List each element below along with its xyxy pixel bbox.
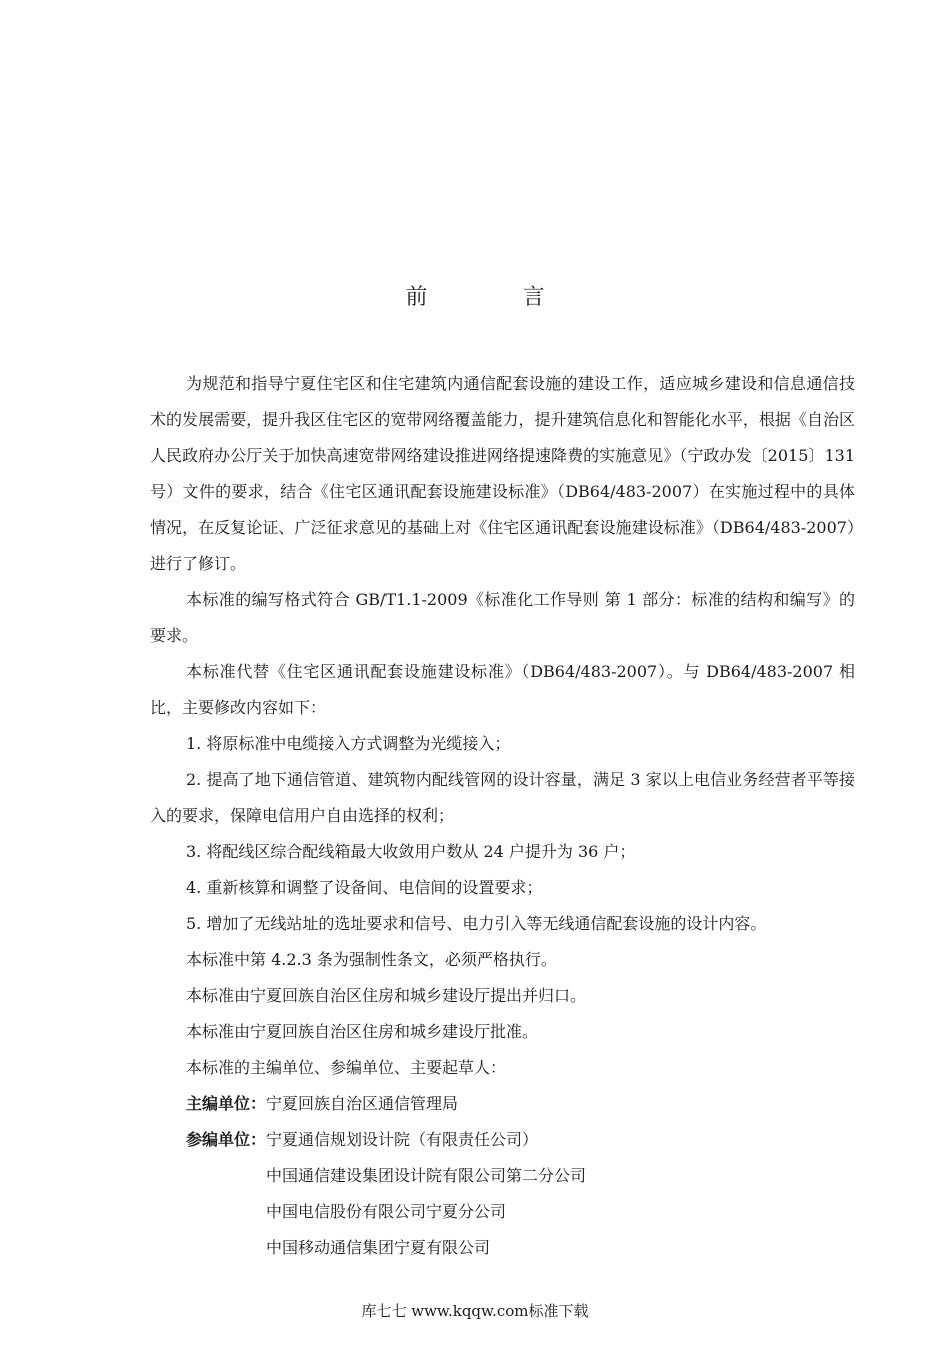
page-footer: 库七七 www.kqqw.com标准下载 bbox=[361, 1302, 589, 1320]
paragraph-proposer: 本标准由宁夏回族自治区住房和城乡建设厅提出并归口。 bbox=[186, 986, 587, 1005]
list-item-change-3: 3. 将配线区综合配线箱最大收敛用户数从 24 户提升为 36 户； bbox=[186, 842, 636, 861]
chief-editor-row bbox=[150, 1086, 855, 1122]
chief-editor-label: 主编单位： bbox=[186, 1094, 267, 1113]
paragraph-approver: 本标准由宁夏回族自治区住房和城乡建设厅批准。 bbox=[186, 1022, 539, 1041]
document-body bbox=[150, 366, 855, 1266]
co-editors-list bbox=[266, 1122, 586, 1266]
paragraph-format: 本标准的编写格式符合 GB/T1.1-2009《标准化工作导则 第 1 部分：标准的结构和编写》的要求。 bbox=[150, 590, 855, 645]
chief-editor-unit: 宁夏回族自治区通信管理局 bbox=[266, 1094, 459, 1113]
co-editor-unit: 中国电信股份有限公司宁夏分公司 bbox=[266, 1202, 507, 1221]
list-item-change-1: 1. 将原标准中电缆接入方式调整为光缆接入； bbox=[186, 734, 511, 753]
page-title: 前 言 bbox=[405, 285, 589, 310]
list-item-change-2: 2. 提高了地下通信管道、建筑物内配线管网的设计容量，满足 3 家以上电信业务经营者平等接入的要求，保障电信用户自由选择的权利； bbox=[150, 770, 855, 825]
co-editors-label: 参编单位： bbox=[186, 1130, 267, 1149]
chief-editor-list bbox=[266, 1086, 458, 1122]
co-editor-unit: 中国移动通信集团宁夏有限公司 bbox=[266, 1238, 491, 1257]
list-item-change-4: 4. 重新核算和调整了设备间、电信间的设置要求； bbox=[186, 878, 543, 897]
paragraph-replaces: 本标准代替《住宅区通讯配套设施建设标准》（DB64/483-2007）。与 DB64/483-2007 相比，主要修改内容如下： bbox=[150, 662, 855, 717]
co-editor-unit: 宁夏通信规划设计院（有限责任公司） bbox=[266, 1130, 539, 1149]
co-editors-row bbox=[150, 1122, 855, 1266]
paragraph-intro: 为规范和指导宁夏住宅区和住宅建筑内通信配套设施的建设工作，适应城乡建设和信息通信技术的发展需要，提升我区住宅区的宽带网络覆盖能力，提升建筑信息化和智能化水平，根据《自治区人民政府办公厅关于加快高速宽带网络建设推进网络提速降费的实施意见》（宁政办发〔2015〕131 号）文件的要求，结合《住宅区通讯配套设施建设标准》（DB64/483-2007）在实施过程中的具体情况，在反复论证、广泛征求意见的基础上对《住宅区通讯配套设施建设标准》（DB64/483-2007）进行了修订。 bbox=[150, 374, 855, 573]
co-editor-unit: 中国通信建设集团设计院有限公司第二分公司 bbox=[266, 1166, 587, 1185]
paragraph-units-intro: 本标准的主编单位、参编单位、主要起草人： bbox=[186, 1058, 507, 1077]
list-item-change-5: 5. 增加了无线站址的选址要求和信号、电力引入等无线通信配套设施的设计内容。 bbox=[186, 914, 767, 933]
paragraph-mandatory: 本标准中第 4.2.3 条为强制性条文，必须严格执行。 bbox=[186, 950, 557, 969]
